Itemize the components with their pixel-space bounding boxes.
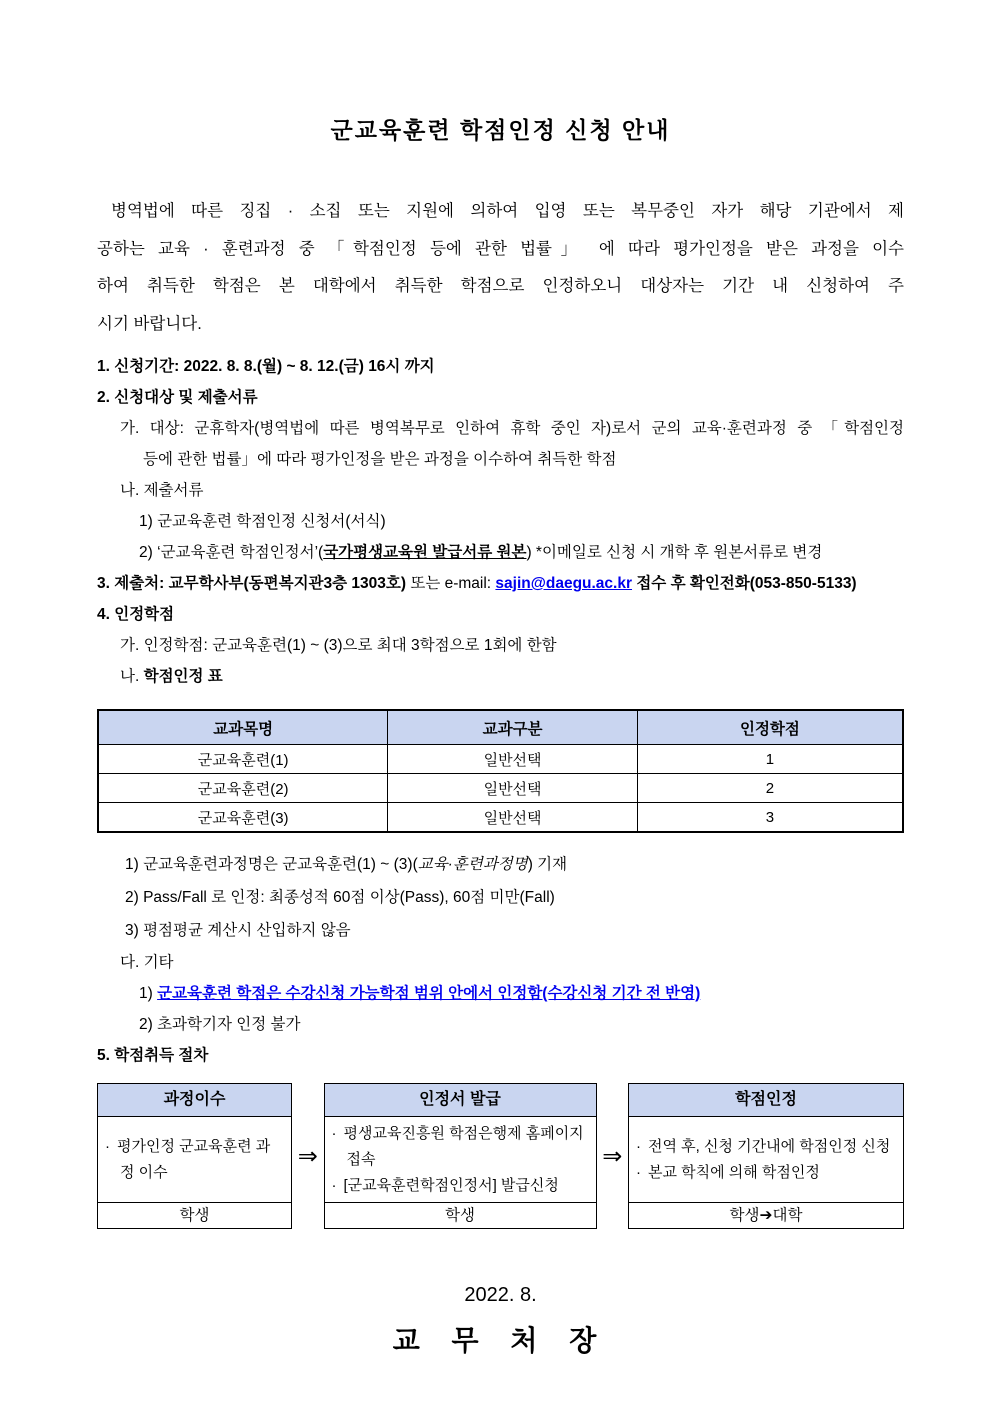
- bullet-dot: ·: [331, 1124, 337, 1142]
- table-note-1-prefix: 1) 군교육훈련과정명은 군교육훈련(1) ~ (3)(: [125, 856, 418, 873]
- etc-item-1: [97, 978, 904, 1009]
- table-note-3: 3) 평점평균 계산시 산입하지 않음: [125, 922, 351, 939]
- credit-recognition-table: [97, 709, 904, 833]
- flow-box-title: 과정이수: [98, 1084, 291, 1117]
- section-3-submission: [97, 568, 904, 599]
- intro-paragraph: [97, 193, 904, 343]
- flow-item: [105, 1134, 284, 1186]
- section-5-heading: 5. 학점취득 절차: [97, 1047, 209, 1064]
- flow-item: [636, 1134, 896, 1160]
- table-cell-subject: 군교육훈련(1): [98, 745, 388, 774]
- flow-box-body: [629, 1117, 903, 1202]
- table-header-subject: 교과목명: [98, 710, 388, 745]
- email-link[interactable]: sajin@daegu.ac.kr: [495, 575, 633, 592]
- section-2-documents-heading: 나. 제출서류: [120, 482, 204, 499]
- flow-box-course-completion: [97, 1083, 292, 1229]
- table-note-1-suffix: ) 기재: [527, 856, 568, 873]
- table-cell-subject: 군교육훈련(2): [98, 774, 388, 803]
- section-2-heading: 2. 신청대상 및 제출서류: [97, 389, 258, 406]
- section-4-heading: 4. 인정학점: [97, 606, 175, 623]
- flow-box-body: [98, 1117, 291, 1202]
- flow-box-title: 학점인정: [629, 1084, 903, 1117]
- flow-box-title: 인정서 발급: [325, 1084, 596, 1117]
- table-note-2: 2) Pass/Fall 로 인정: 최종성적 60점 이상(Pass), 60점 미만(Fall): [125, 889, 555, 906]
- intro-line: 병역법에 따른 징집 · 소집 또는 지원에 의하여 입영 또는 복무중인 자가 해당 기관에서 제: [111, 202, 904, 220]
- section-4-table-heading: [97, 661, 904, 692]
- signature-office: 교 무 처 장: [392, 1325, 609, 1356]
- intro-line: 공하는 교육 · 훈련과정 중 「학점인정 등에 관한 법률」 에 따라 평가인정을 받은 과정을 이수: [97, 239, 904, 258]
- table-header-row: [98, 710, 903, 745]
- table-cell-credits: 2: [637, 774, 903, 803]
- table-row: [98, 803, 903, 833]
- section-1-application-period: 1. 신청기간: 2022. 8. 8.(월) ~ 8. 12.(금) 16시 까지: [97, 358, 435, 375]
- flow-item-text: 평생교육진흥원 학점은행제 홈페이지 접속: [343, 1124, 584, 1168]
- right-arrow-icon: ⇒: [602, 1142, 623, 1170]
- intro-line: 하여 취득한 학점은 본 대학에서 취득한 학점으로 인정하오니 대상자는 기간 내 신청하여 주: [97, 277, 904, 295]
- section-3-mid: 또는 e-mail:: [406, 575, 496, 592]
- document-item-2-suffix: ) *이메일로 신청 시 개학 후 원본서류로 변경: [526, 544, 823, 561]
- section-4-etc-heading: 다. 기타: [120, 954, 174, 971]
- flow-item: [636, 1160, 896, 1186]
- flow-item-text: 전역 후, 신청 기간내에 학점인정 신청: [648, 1137, 891, 1155]
- table-cell-credits: 3: [637, 803, 903, 833]
- intro-line: 시기 바랍니다.: [97, 314, 202, 333]
- section-2-target-line2: 등에 관한 법률」에 따라 평가인정을 받은 과정을 이수하여 취득한 학점: [143, 451, 617, 468]
- bullet-dot: ·: [331, 1176, 337, 1194]
- credit-limit-link[interactable]: 군교육훈련 학점은 수강신청 가능학점 범위 안에서 인정함(수강신청 기간 전 반영): [157, 985, 701, 1002]
- flow-item: [332, 1121, 589, 1173]
- table-row: [98, 774, 903, 803]
- table-cell-credits: 1: [637, 745, 903, 774]
- document-item-1: 1) 군교육훈련 학점인정 신청서(서식): [139, 513, 386, 530]
- flow-item: [332, 1173, 589, 1199]
- table-row: [98, 745, 903, 774]
- flow-box-actor: 학생➔대학: [629, 1202, 903, 1228]
- section-4-table-title: 학점인정 표: [143, 668, 223, 685]
- page-title: 군교육훈련 학점인정 신청 안내: [330, 117, 671, 143]
- table-header-credits: 인정학점: [637, 710, 903, 745]
- section-2-target-line1: 가. 대상: 군휴학자(병역법에 따른 병역복무로 인하여 휴학 중인 자)로서 군의 교육·훈련과정 중 「학점인정: [120, 420, 904, 437]
- table-cell-category: 일반선택: [388, 745, 638, 774]
- flow-box-actor: 학생: [98, 1202, 291, 1228]
- section-3-phone: 접수 후 확인전화(053-850-5133): [632, 575, 857, 592]
- flow-item-text: 본교 학칙에 의해 학점인정: [648, 1163, 820, 1181]
- flow-item-text: 평가인정 군교육훈련 과정 이수: [117, 1137, 271, 1181]
- signature-date: 2022. 8.: [464, 1284, 537, 1306]
- flow-box-body: [325, 1117, 596, 1202]
- table-note-1: [97, 848, 904, 881]
- flow-box-actor: 학생: [325, 1202, 596, 1228]
- table-cell-category: 일반선택: [388, 803, 638, 833]
- etc-item-2: 2) 초과학기자 인정 불가: [139, 1016, 301, 1033]
- table-cell-category: 일반선택: [388, 774, 638, 803]
- bullet-dot: ·: [636, 1137, 641, 1155]
- table-cell-subject: 군교육훈련(3): [98, 803, 388, 833]
- flow-box-certificate-issue: [324, 1083, 597, 1229]
- flow-item-text: [군교육훈련학점인정서] 발급신청: [343, 1176, 559, 1194]
- section-3-label: 3. 제출처:: [97, 575, 169, 592]
- right-arrow-icon: ⇒: [297, 1142, 318, 1170]
- document-item-2: [97, 537, 904, 568]
- section-4-table-label: 나.: [120, 668, 144, 685]
- etc-item-1-number: 1): [139, 985, 158, 1002]
- document-item-2-prefix: 2) ‘군교육훈련 학점인정서’(: [139, 544, 324, 561]
- bullet-dot: ·: [105, 1137, 110, 1155]
- document-item-2-original-notice: 국가평생교육원 발급서류 원본: [323, 544, 527, 561]
- table-note-1-course-name: 교육·훈련과정명: [417, 856, 528, 873]
- bullet-dot: ·: [636, 1163, 641, 1181]
- table-header-category: 교과구분: [388, 710, 638, 745]
- credit-process-flowchart: [97, 1083, 904, 1229]
- section-4-credits: 가. 인정학점: 군교육훈련(1) ~ (3)으로 최대 3학점으로 1회에 한함: [120, 637, 557, 654]
- flow-box-credit-recognition: [628, 1083, 904, 1229]
- section-3-office: 교무학사부(동편복지관3층 1303호): [168, 575, 407, 592]
